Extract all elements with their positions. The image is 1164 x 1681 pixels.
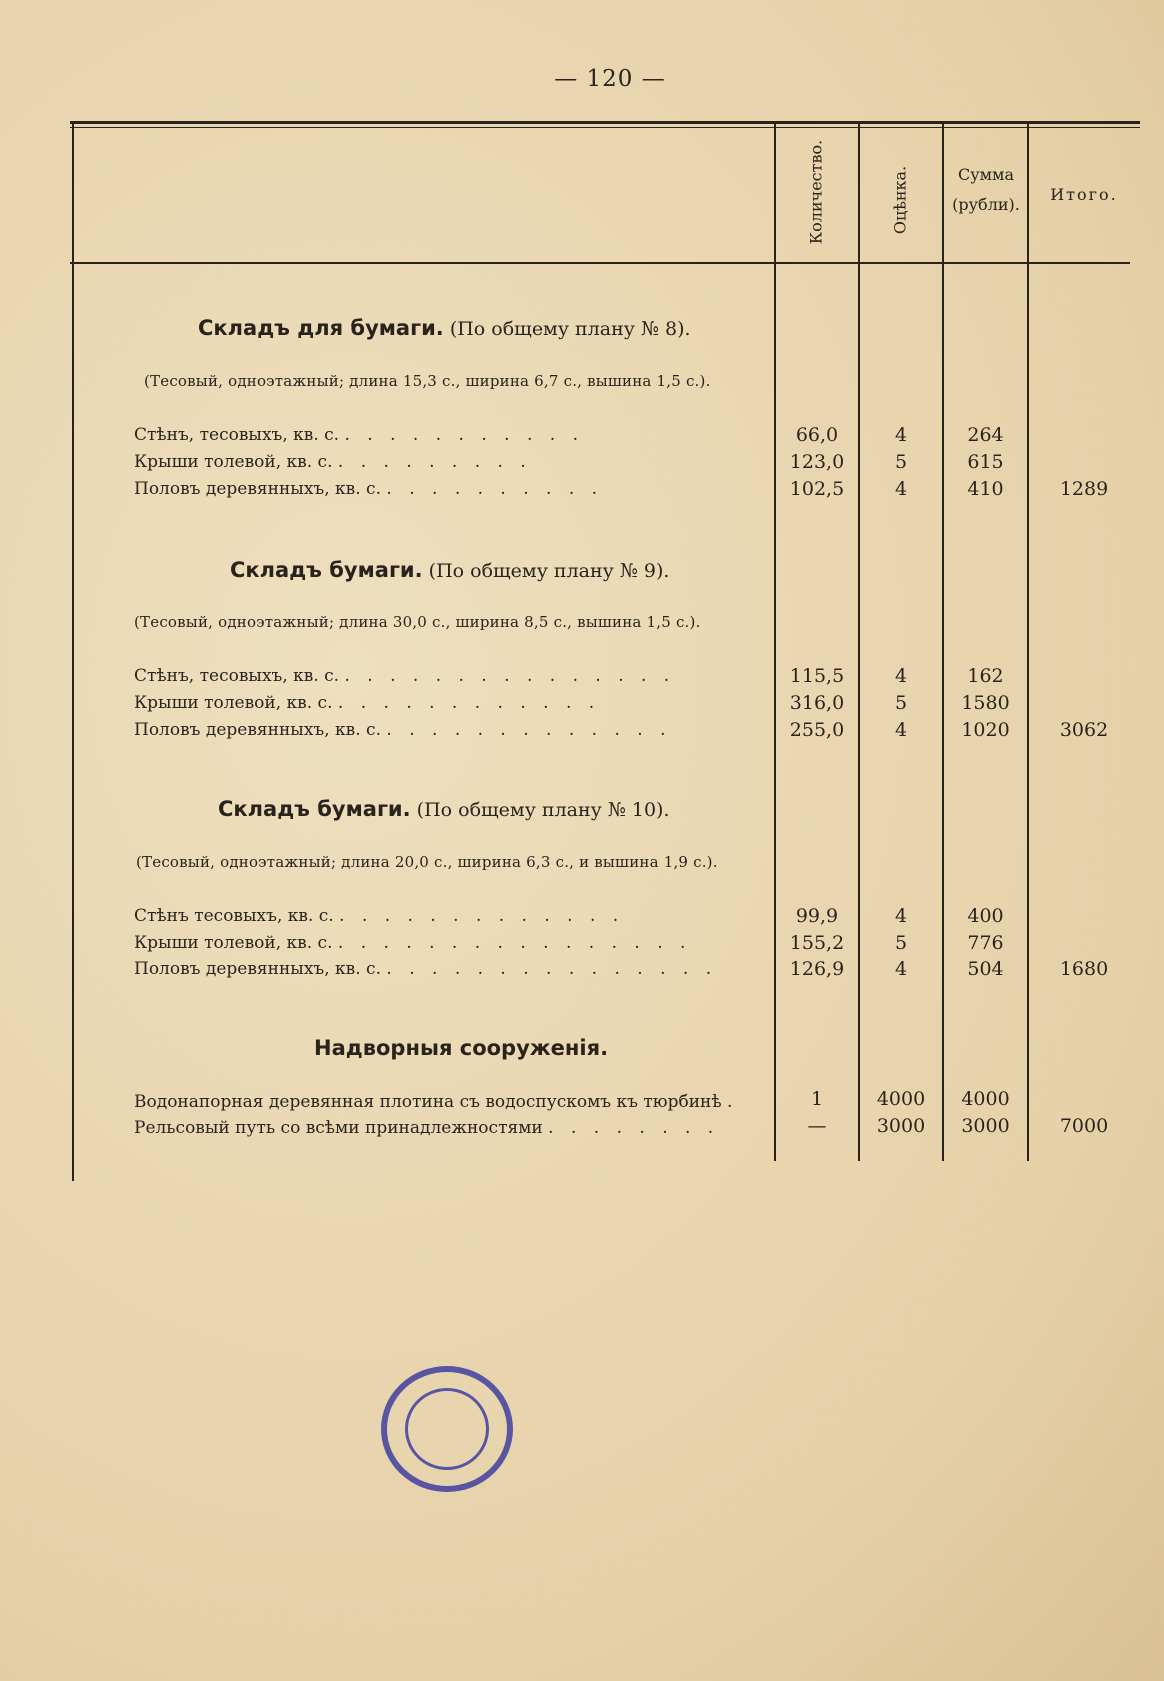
cell-sum: 1580 [961,692,1010,714]
cell-quantity: 99,9 [795,905,839,927]
section-title [218,797,670,821]
row-label-text: Рельсовый путь со всѣми принадлежностями [134,1118,543,1138]
cell-quantity: 123,0 [789,451,845,473]
header-sum-line2: (рубли). [952,195,1020,214]
row-leader: . . . . . . . . . . . . . . . . [337,933,692,953]
row-leader: . . . . . . . . . . . . . [339,906,625,926]
table-row-label [134,720,764,740]
cell-total: 1289 [1059,478,1109,500]
section-note: (Тесовый, одноэтажный; длина 15,3 с., ширина 6,7 с., вышина 1,5 с.). [144,372,711,390]
table-left-rule [72,121,74,1181]
cell-rate: 3000 [876,1115,926,1137]
cell-sum: 400 [967,905,1004,927]
cell-quantity: 102,5 [789,478,845,500]
cell-total: 7000 [1059,1115,1109,1137]
cell-sum: 3000 [961,1115,1010,1137]
row-leader: . . . . . . . . . . . . . . . [386,959,718,979]
row-label-text: Половъ деревянныхъ, кв. с. [134,479,381,499]
header-bottom-rule [70,262,1130,264]
section-plan: (По общему плану № 10). [416,799,670,821]
table-row-label [134,666,764,686]
cell-rate: 4 [894,665,908,687]
cell-rate: 5 [894,692,908,714]
row-label-text: Стѣнъ тесовыхъ, кв. с. [134,906,334,926]
cell-total: 3062 [1059,719,1109,741]
table-row-label [134,425,764,445]
table-row-label [134,959,764,979]
cell-quantity: 155,2 [789,932,845,954]
library-stamp-icon [381,1366,513,1492]
cell-rate: 4000 [876,1088,926,1110]
cell-sum: 264 [967,424,1004,446]
section-plan: (По общему плану № 8). [449,318,691,340]
cell-quantity: 316,0 [789,692,845,714]
col-divider-qty [858,121,860,1161]
cell-sum: 776 [967,932,1004,954]
stamp-inner-ring [405,1388,489,1470]
header-rate: Оцѣнка. [890,165,910,235]
page-number: — 120 — [554,66,666,92]
section-heading: Складъ бумаги. [218,797,411,821]
table-top-rule [70,121,1140,124]
row-label-text: Половъ деревянныхъ, кв. с. [134,959,381,979]
cell-sum: 1020 [961,719,1010,741]
row-leader: . . . . . . . . . . . [344,425,584,445]
table-row-label [134,452,764,472]
cell-sum: 4000 [961,1088,1010,1110]
col-divider-sum [1027,121,1029,1161]
section-title [314,1036,608,1060]
table-top-rule-thin [70,127,1140,128]
col-divider-rate [942,121,944,1161]
cell-rate: 5 [894,932,908,954]
cell-quantity: 115,5 [789,665,845,687]
cell-quantity: 1 [810,1088,824,1110]
section-plan: (По общему плану № 9). [428,560,670,582]
table-row-label [134,1118,764,1138]
table-row-label [134,933,764,953]
cell-rate: 4 [894,905,908,927]
section-title [198,316,691,340]
table-row-label [134,906,764,926]
row-leader: . . . . . . . . . . [386,479,604,499]
cell-quantity: 255,0 [789,719,845,741]
section-title [230,558,669,582]
header-sum-line1: Сумма [957,165,1015,184]
cell-quantity: 66,0 [795,424,839,446]
section-heading: Складъ бумаги. [230,558,423,582]
row-label-text: Крыши толевой, кв. с. [134,693,333,713]
row-label-text: Половъ деревянныхъ, кв. с. [134,720,381,740]
header-total: Итого. [1050,185,1118,204]
row-label-text: Стѣнъ, тесовыхъ, кв. с. [134,666,340,686]
row-leader: . . . . . . . . [548,1118,720,1138]
cell-rate: 4 [894,719,908,741]
table-row-label [134,693,764,713]
cell-rate: 4 [894,424,908,446]
section-note: (Тесовый, одноэтажный; длина 30,0 с., ширина 8,5 с., вышина 1,5 с.). [134,613,701,631]
row-label-text: Водонапорная деревянная плотина съ водоспускомъ къ тюрбинѣ . [134,1092,733,1112]
section-heading: Складъ для бумаги. [198,316,444,340]
header-sum [944,160,1028,220]
cell-total: 1680 [1059,958,1109,980]
row-leader: . . . . . . . . . . . . . [386,720,672,740]
table-row-label [134,479,764,499]
table-row-label [134,1092,764,1112]
header-quantity: Количество. [806,139,826,245]
cell-rate: 4 [894,478,908,500]
cell-sum: 504 [967,958,1004,980]
section-heading: Надворныя сооруженія. [314,1036,609,1060]
row-label-text: Стѣнъ, тесовыхъ, кв. с. [134,425,340,445]
row-label-text: Крыши толевой, кв. с. [134,452,333,472]
row-leader: . . . . . . . . . . . . . . . [344,666,676,686]
cell-quantity: 126,9 [789,958,845,980]
cell-rate: 5 [894,451,908,473]
row-leader: . . . . . . . . . . . . [337,693,601,713]
cell-quantity: — [807,1115,827,1137]
cell-sum: 615 [967,451,1004,473]
row-leader: . . . . . . . . . [337,452,532,472]
row-label-text: Крыши толевой, кв. с. [134,933,333,953]
cell-rate: 4 [894,958,908,980]
cell-sum: 162 [967,665,1004,687]
cell-sum: 410 [967,478,1004,500]
col-divider-label [774,121,776,1161]
section-note: (Тесовый, одноэтажный; длина 20,0 с., ширина 6,3 с., и вышина 1,9 с.). [136,853,718,871]
